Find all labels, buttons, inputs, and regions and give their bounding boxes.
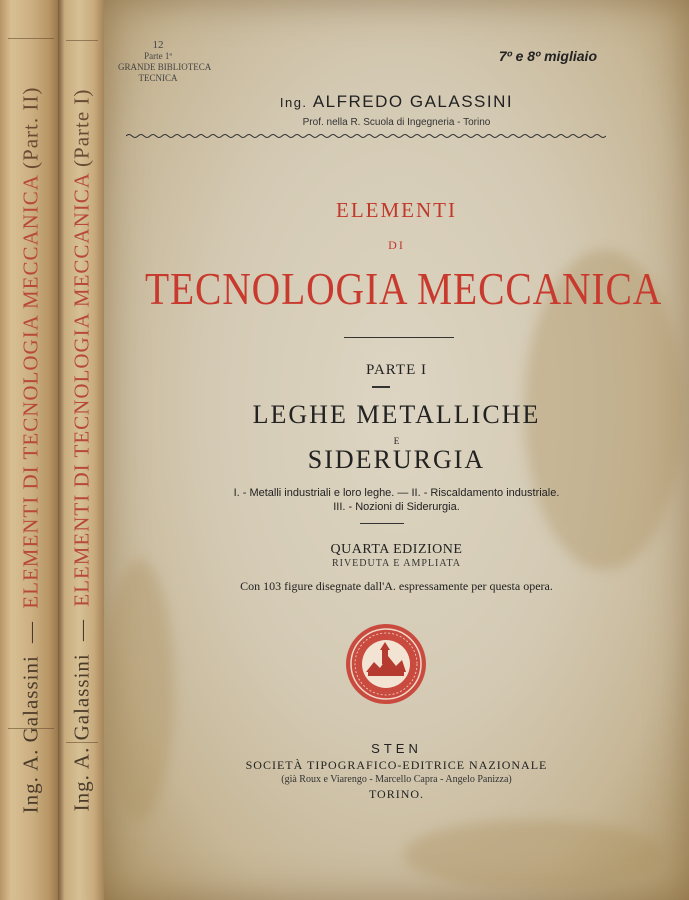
spine-part-two-text [19,87,44,814]
author-title: Prof. nella R. Scuola di Ingegneria - Torino [302,117,491,128]
author-line [104,92,689,112]
publisher-city: TORINO. [368,787,425,801]
spine-author: Ing. A. Galassini [69,653,94,812]
subtitle-line2: SIDERURGIA [307,445,486,474]
edition-label: QUARTA EDIZIONE [330,542,463,557]
series-label [118,39,212,84]
title-rule [344,337,454,338]
publisher-note: (già Roux e Viarengo - Marcello Capra - Angelo Panizza) [281,774,512,785]
spine-title: ELEMENTI DI TECNOLOGIA MECCANICA [18,175,43,609]
subtitle-conjunction: E [393,436,400,446]
author-prefix: Ing. [279,95,308,110]
publisher-full: SOCIETÀ TIPOGRAFICO-EDITRICE NAZIONALE [245,758,548,772]
publisher-seal-icon [344,622,428,706]
part-label: PARTE I [366,362,427,378]
spine-separator: — [69,619,94,641]
spine-part-two [0,0,62,900]
series-part: Parte 1ª [144,51,172,61]
print-run-label: 7º e 8º migliaio [498,48,597,64]
spine-part: (Parte I) [69,88,94,167]
spine-author: Ing. A. Galassini [18,655,43,814]
title-line1: ELEMENTI [336,198,457,222]
contents-line1: I. - Metalli industriali e loro leghe. — II. - Riscaldamento industriale. [233,487,560,499]
edition-note: RIVEDUTA E AMPLIATA [331,558,462,569]
spine-part-one [58,0,106,900]
part-rule [372,386,390,388]
front-cover [104,0,689,900]
author-name: ALFREDO GALASSINI [312,92,514,111]
spine-title: ELEMENTI DI TECNOLOGIA MECCANICA [69,173,94,607]
title-line2: DI [388,238,405,252]
series-line1: GRANDE BIBLIOTECA [118,62,212,72]
contents-line2: III. - Nozioni di Siderurgia. [333,501,460,513]
contents-rule [360,523,404,524]
spine-part: (Part. II) [18,86,43,169]
spine-separator: — [18,620,43,643]
main-title: TECNOLOGIA MECCANICA [144,263,663,314]
publisher-short: STEN [371,741,422,756]
figures-note: Con 103 figure disegnate dall'A. espressamente per questa opera. [240,579,553,593]
subtitle-line1: LEGHE METALLICHE [252,400,541,429]
series-number: 12 [152,39,164,51]
series-line2: TECNICA [138,73,178,83]
spine-part-one-text [70,89,95,812]
wavy-divider [126,133,606,139]
